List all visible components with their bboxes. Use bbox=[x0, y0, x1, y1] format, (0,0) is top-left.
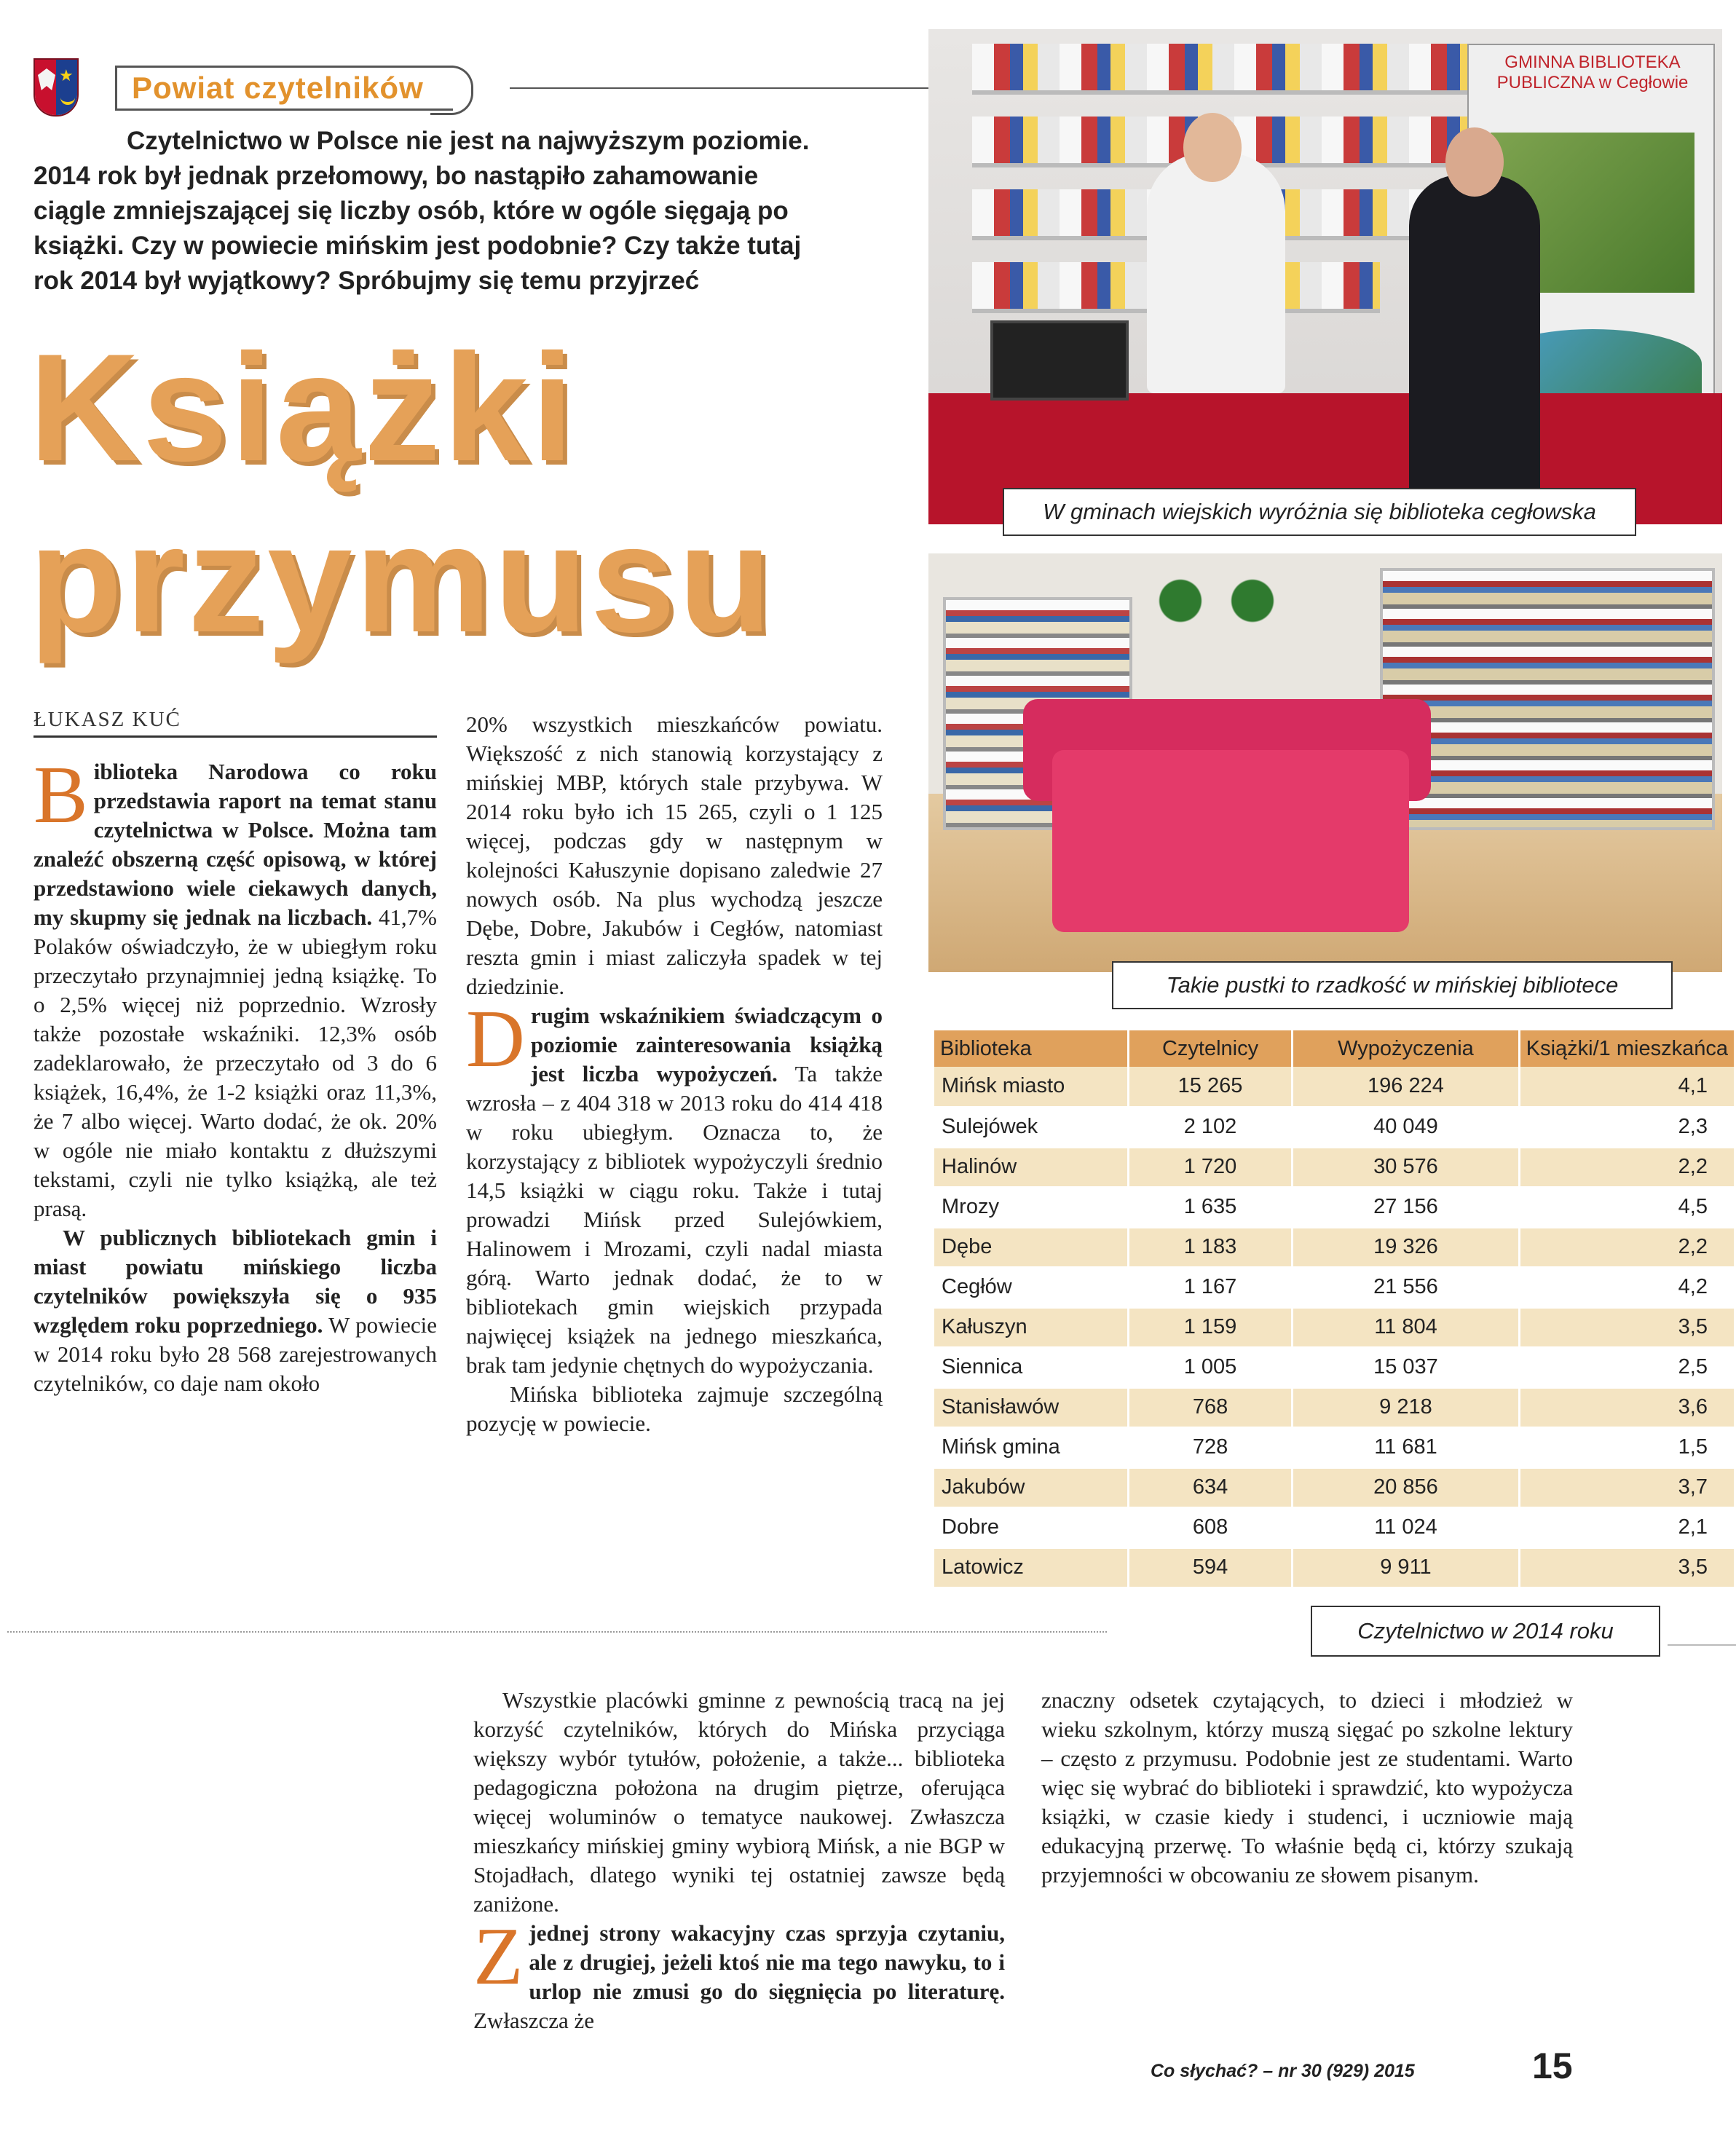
table-cell: 728 bbox=[1128, 1427, 1292, 1467]
table-cell: 4,2 bbox=[1519, 1267, 1735, 1307]
table-row bbox=[934, 1387, 1735, 1427]
table-row bbox=[934, 1507, 1735, 1547]
dropcap: B bbox=[33, 750, 88, 840]
byline-rule bbox=[33, 735, 437, 738]
dropcap: D bbox=[466, 994, 525, 1084]
body-text: Ta także wzrosła – z 404 318 w 2013 roku do 414 418 w roku ubiegłym. Oznacza to, że korzystający z bibliotek wypożyczyli średnio 14,5 książki w ciągu roku. Także i tutaj prowadzi Mińsk przed Sulejówkiem, Halinowem i Mrozami, czyli nadal miasta górą. Warto jednak dodać, że to w bibliotekach gmin wiejskich przypada najwięcej książek na jednego mieszkańca, brak tam jedynie chętnych do wypożyczania. bbox=[466, 1061, 883, 1378]
article-column-3 bbox=[473, 1686, 1005, 2035]
table-cell: 4,1 bbox=[1519, 1067, 1735, 1107]
section-tab bbox=[115, 66, 453, 111]
section-divider bbox=[7, 1631, 1107, 1633]
table-cell: 594 bbox=[1128, 1547, 1292, 1587]
library-name-cell: Sulejówek bbox=[934, 1107, 1128, 1147]
photo-caption-2: Takie pustki to rzadkość w mińskiej bibliotece bbox=[1112, 961, 1673, 1009]
photo-sofa bbox=[1052, 750, 1409, 932]
table-body bbox=[934, 1067, 1735, 1587]
table-header-cell: Czytelnicy bbox=[1128, 1030, 1292, 1067]
star-icon: ★ bbox=[59, 67, 74, 85]
table-row bbox=[934, 1107, 1735, 1147]
photo-person-head bbox=[1445, 127, 1504, 197]
library-name-cell: Cegłów bbox=[934, 1267, 1128, 1307]
library-name-cell: Siennica bbox=[934, 1347, 1128, 1387]
paragraph bbox=[473, 1912, 1005, 2035]
table-cell: 11 804 bbox=[1293, 1307, 1520, 1347]
table-cell: 2,5 bbox=[1519, 1347, 1735, 1387]
table-cell: 608 bbox=[1128, 1507, 1292, 1547]
library-name-cell: Halinów bbox=[934, 1147, 1128, 1187]
statistics-table bbox=[934, 1030, 1736, 1589]
table-cell: 2,2 bbox=[1519, 1147, 1735, 1187]
article-column-4 bbox=[1041, 1686, 1573, 1890]
table-cell: 3,5 bbox=[1519, 1307, 1735, 1347]
table-cell: 1 720 bbox=[1128, 1147, 1292, 1187]
table-header-cell: Biblioteka bbox=[934, 1030, 1128, 1067]
table-cell: 1 183 bbox=[1128, 1227, 1292, 1267]
photo-person bbox=[1409, 175, 1540, 524]
table-cell: 1 635 bbox=[1128, 1187, 1292, 1227]
lede-line: ciągle zmniejszającej się liczby osób, które w ogóle sięgają po bbox=[33, 197, 789, 225]
table-row bbox=[934, 1467, 1735, 1507]
table-cell: 9 911 bbox=[1293, 1547, 1520, 1587]
poster-title: GMINNA BIBLIOTEKA PUBLICZNA w Cegłowie bbox=[1496, 52, 1689, 92]
coat-of-arms-right bbox=[56, 60, 77, 115]
headline-line-2: przymusu bbox=[29, 493, 775, 664]
library-name-cell: Dobre bbox=[934, 1507, 1128, 1547]
paragraph bbox=[33, 750, 437, 1223]
paragraph bbox=[33, 1223, 437, 1398]
table-cell: 4,5 bbox=[1519, 1187, 1735, 1227]
photo-shelf bbox=[972, 44, 1496, 95]
table-row bbox=[934, 1187, 1735, 1227]
page-number: 15 bbox=[1532, 2046, 1573, 2086]
photo-person-head bbox=[1183, 113, 1242, 182]
table-cell: 1 167 bbox=[1128, 1267, 1292, 1307]
lead-bold-text: jednej strony wakacyjny czas sprzyja czytaniu, ale z drugiej, jeżeli ktoś nie ma tego nawyku, to i urlop nie zmusi go do sięgnięcia po literaturę. bbox=[529, 1920, 1005, 2004]
table-row bbox=[934, 1147, 1735, 1187]
table-cell: 20 856 bbox=[1293, 1467, 1520, 1507]
table-cell: 2,2 bbox=[1519, 1227, 1735, 1267]
lede-line: rok 2014 był wyjątkowy? Spróbujmy się temu przyjrzeć bbox=[33, 267, 700, 295]
table-cell: 3,7 bbox=[1519, 1467, 1735, 1507]
table-cell: 196 224 bbox=[1293, 1067, 1520, 1107]
library-name-cell: Jakubów bbox=[934, 1467, 1128, 1507]
paragraph: 20% wszystkich mieszkańców powiatu. Większość z nich stanowią korzystający z mińskiej MBP, których stale przybywa. W 2014 roku było ich 15 265, czyli o 1 125 więcej, podczas gdy w następnym w kolejności Kałuszynie dopisano zaledwie 27 nowych osób. Na plus wychodzą jeszcze Dębe, Dobre, Jakubów i Cegłów, natomiast reszta gmin i miast zaliczyła spadek w tej dziedzinie. bbox=[466, 711, 883, 999]
library-name-cell: Latowicz bbox=[934, 1547, 1128, 1587]
body-text: Zwłaszcza że bbox=[473, 2008, 595, 2033]
table-cell: 15 265 bbox=[1128, 1067, 1292, 1107]
lead-bold-text: rugim wskaźnikiem świadczącym o poziomie zainteresowania książką jest liczba wypożyczeń. bbox=[530, 1003, 883, 1086]
table-cell: 11 024 bbox=[1293, 1507, 1520, 1547]
paragraph: Mińska biblioteka zajmuje szczególną pozycję w powiecie. bbox=[466, 1381, 883, 1436]
library-name-cell: Mińsk miasto bbox=[934, 1067, 1128, 1107]
library-name-cell: Stanisławów bbox=[934, 1387, 1128, 1427]
table-row bbox=[934, 1267, 1735, 1307]
library-name-cell: Dębe bbox=[934, 1227, 1128, 1267]
photo-library-interior bbox=[928, 553, 1722, 972]
table-header-row bbox=[934, 1030, 1735, 1067]
section-label: Powiat czytelników bbox=[132, 71, 424, 105]
table-header-cell: Książki/1 mieszkańca bbox=[1519, 1030, 1735, 1067]
table-cell: 2 102 bbox=[1128, 1107, 1292, 1147]
lead-bold-text: W publicznych bibliotekach gmin i miast powiatu mińskiego liczba czytelników powiększyła się o 935 względem roku poprzedniego. bbox=[33, 1225, 437, 1338]
lead-bold-text: iblioteka Narodowa co roku przedstawia raport na temat stanu czytelnictwa w Polsce. Można tam znaleźć obszerną część opisową, w której przedstawiono wiele ciekawych danych, my skupmy się jednak na liczbach. bbox=[33, 759, 437, 930]
table-cell: 9 218 bbox=[1293, 1387, 1520, 1427]
article-column-1 bbox=[33, 750, 438, 1398]
dropcap: Z bbox=[473, 1912, 524, 2002]
table-row bbox=[934, 1307, 1735, 1347]
eagle-icon bbox=[38, 68, 55, 90]
table-cell: 21 556 bbox=[1293, 1267, 1520, 1307]
lede-line: Czytelnictwo w Polsce nie jest na najwyższym poziomie. bbox=[127, 127, 810, 155]
moon-icon bbox=[60, 90, 75, 105]
lede bbox=[33, 124, 907, 299]
photo-laptop bbox=[990, 320, 1129, 401]
table-cell: 1 159 bbox=[1128, 1307, 1292, 1347]
paragraph: znaczny odsetek czytających, to dzieci i młodzież w wieku szkolnym, którzy muszą sięgać po szkolne lektury – często z przymusu. Podobnie jest ze studentami. Warto więc się wybrać do biblioteki i sprawdzić, kto wypożycza książki, w czasie kiedy i studenci, i uczniowie mają edukacyjną przerwę. To właśnie będą ci, którzy szukają przyjemności w obcowaniu ze słowem pisanym. bbox=[1041, 1687, 1573, 1887]
table-header-cell: Wypożyczenia bbox=[1293, 1030, 1520, 1067]
photo-person bbox=[1147, 153, 1285, 393]
photo-library-stand bbox=[928, 29, 1722, 524]
lede-line: 2014 rok był jednak przełomowy, bo nastąpiło zahamowanie bbox=[33, 162, 759, 190]
table-row bbox=[934, 1547, 1735, 1587]
table-row bbox=[934, 1427, 1735, 1467]
library-name-cell: Kałuszyn bbox=[934, 1307, 1128, 1347]
coat-of-arms-left bbox=[35, 60, 56, 115]
section-divider bbox=[1668, 1644, 1736, 1646]
table-cell: 30 576 bbox=[1293, 1147, 1520, 1187]
table-cell: 2,3 bbox=[1519, 1107, 1735, 1147]
article-column-2 bbox=[466, 710, 883, 1438]
table-cell: 11 681 bbox=[1293, 1427, 1520, 1467]
table-row bbox=[934, 1227, 1735, 1267]
headline-line-1: Książki bbox=[29, 322, 577, 493]
body-text: 41,7% Polaków oświadczyło, że w ubiegłym roku przeczytało przynajmniej jedną książkę. To o 2,5% więcej niż poprzednio. Wzrosły także pozostałe wskaźniki. 12,3% osób zadeklarowało, że przeczytało od 3 do 6 książek, 16,4%, że 1-2 książki oraz 11,3%, że 7 albo więcej. Warto dodać, że ok. 20% w ogóle nie miało kontaktu z dłuższymi tekstami, czyli nie tylko książką, ale też prasą. bbox=[33, 904, 437, 1221]
table-cell: 3,5 bbox=[1519, 1547, 1735, 1587]
table-cell: 27 156 bbox=[1293, 1187, 1520, 1227]
photo-caption-1: W gminach wiejskich wyróżnia się biblioteka cegłowska bbox=[1003, 488, 1636, 536]
body-text: W powiecie w 2014 roku było 28 568 zarejestrowanych czytelników, co daje nam około bbox=[33, 1312, 438, 1396]
library-name-cell: Mrozy bbox=[934, 1187, 1128, 1227]
table-cell: 40 049 bbox=[1293, 1107, 1520, 1147]
header-rule bbox=[510, 87, 928, 89]
table-cell: 634 bbox=[1128, 1467, 1292, 1507]
coat-of-arms-logo bbox=[33, 58, 79, 117]
issue-label: Co słychać? – nr 30 (929) 2015 bbox=[1151, 2061, 1415, 2081]
photo-plants bbox=[1132, 575, 1293, 626]
table-cell: 3,6 bbox=[1519, 1387, 1735, 1427]
table-row bbox=[934, 1067, 1735, 1107]
table-caption: Czytelnictwo w 2014 roku bbox=[1311, 1606, 1660, 1657]
table-cell: 1,5 bbox=[1519, 1427, 1735, 1467]
table-cell: 1 005 bbox=[1128, 1347, 1292, 1387]
paragraph: Wszystkie placówki gminne z pewnością tracą na jej korzyść czytelników, których do Mińska przyciąga większy wybór tytułów, położenie, a także... biblioteka pedagogiczna położona na drugim piętrze, oferująca więcej woluminów o tematyce naukowej. Zwłaszcza mieszkańcy mińskiej gminy wybiorą Mińsk, a nie BGP w Stojadłach, dlatego wyniki tej ostatniej zawsze będą zaniżone. bbox=[473, 1687, 1005, 1917]
table-row bbox=[934, 1347, 1735, 1387]
table-cell: 19 326 bbox=[1293, 1227, 1520, 1267]
table-cell: 15 037 bbox=[1293, 1347, 1520, 1387]
lede-line: książki. Czy w powiecie mińskim jest podobnie? Czy także tutaj bbox=[33, 232, 802, 260]
library-name-cell: Mińsk gmina bbox=[934, 1427, 1128, 1467]
byline: ŁUKASZ KUĆ bbox=[33, 708, 181, 731]
table-cell: 2,1 bbox=[1519, 1507, 1735, 1547]
table-cell: 768 bbox=[1128, 1387, 1292, 1427]
paragraph bbox=[466, 994, 883, 1380]
